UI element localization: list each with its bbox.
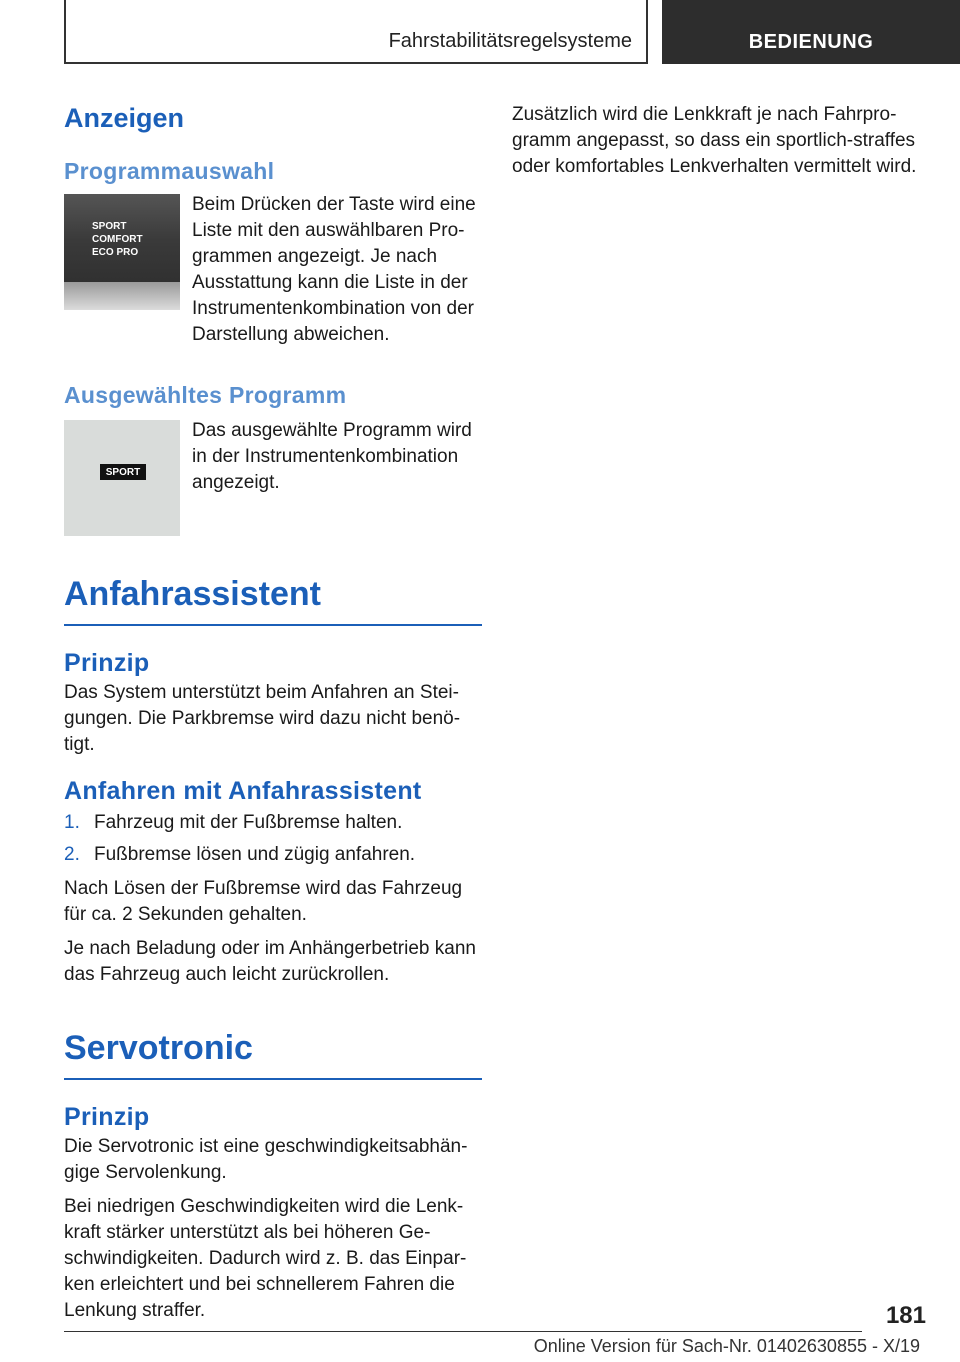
anfahren-mit-anfahrassistent-heading: Anfahren mit Anfahrassistent xyxy=(64,777,422,805)
step-text: Fahrzeug mit der Fußbremse halten. xyxy=(94,812,403,833)
programmauswahl-text: Beim Drücken der Taste wird eine Liste mit den auswählbaren Programmen angezeigt. Je nach Ausstattung kann die Liste in der Instrumentenkombination von der Darstellung abweichen. xyxy=(192,194,476,345)
sport-badge: SPORT xyxy=(100,464,146,480)
step-number: 1. xyxy=(64,812,80,833)
program-list-item: SPORT xyxy=(92,221,127,232)
servotronic-para-2: Bei niedrigen Geschwindigkeiten wird die Lenkkraft stärker unterstützt als bei höheren Geschwindigkeiten. Dadurch wird z. B. das Einparken erleichtert und bei schnellerem Fahren die Lenkung straffer. xyxy=(64,1196,467,1321)
anfahrassistent-prinzip-text: Das System unterstützt beim Anfahren an Steigungen. Die Parkbremse wird dazu nicht benötigt. xyxy=(64,682,461,755)
programmauswahl-heading: Programmauswahl xyxy=(64,158,275,184)
list-item xyxy=(64,842,482,868)
footer-divider xyxy=(64,1331,862,1332)
step-number: 2. xyxy=(64,844,80,865)
step-text: Fußbremse lösen und zügig anfahren. xyxy=(94,844,416,865)
selected-program-display-image xyxy=(64,420,180,536)
anfahrassistent-para-1: Nach Lösen der Fußbremse wird das Fahrzeug für ca. 2 Sekunden gehalten. xyxy=(64,878,463,925)
list-item xyxy=(64,810,482,836)
servotronic-para-3: Zusätzlich wird die Lenkkraft je nach Fahrprogramm angepasst, so dass ein sportlich-straffes oder komfortables Lenkverhalten vermittelt wird. xyxy=(512,104,917,177)
anfahrassistent-para-2: Je nach Beladung oder im Anhängerbetrieb kann das Fahrzeug auch leicht zurückrollen. xyxy=(64,938,476,985)
anfahrassistent-heading: Anfahrassistent xyxy=(64,570,482,626)
program-list-display-image xyxy=(64,194,180,310)
ausgewaehltes-programm-block xyxy=(64,418,482,536)
header-chapter-tab: BEDIENUNG xyxy=(662,0,960,64)
servotronic-heading: Servotronic xyxy=(64,1024,482,1080)
program-list-item: COMFORT xyxy=(92,234,143,245)
anzeigen-heading: Anzeigen xyxy=(64,103,185,133)
program-list-menu xyxy=(92,220,143,259)
page-number: 181 xyxy=(885,1302,926,1329)
left-column xyxy=(64,98,482,1332)
anfahr-steps-list xyxy=(64,810,482,868)
servotronic-para-1: Die Servotronic ist eine geschwindigkeitsabhängige Servolenkung. xyxy=(64,1136,468,1183)
ausgewaehltes-programm-text: Das ausgewählte Programm wird in der Instrumentenkombination angezeigt. xyxy=(192,420,472,493)
programmauswahl-block xyxy=(64,192,482,348)
anfahrassistent-prinzip-heading: Prinzip xyxy=(64,649,150,677)
servotronic-prinzip-heading: Prinzip xyxy=(64,1103,150,1131)
header-section-title: Fahrstabilitätsregelsysteme xyxy=(388,30,632,52)
program-list-item: ECO PRO xyxy=(92,247,139,258)
footer-text: Online Version für Sach-Nr. 01402630855 - X/19 xyxy=(533,1336,920,1356)
ausgewaehltes-programm-heading: Ausgewähltes Programm xyxy=(64,382,347,408)
right-column xyxy=(512,102,930,188)
